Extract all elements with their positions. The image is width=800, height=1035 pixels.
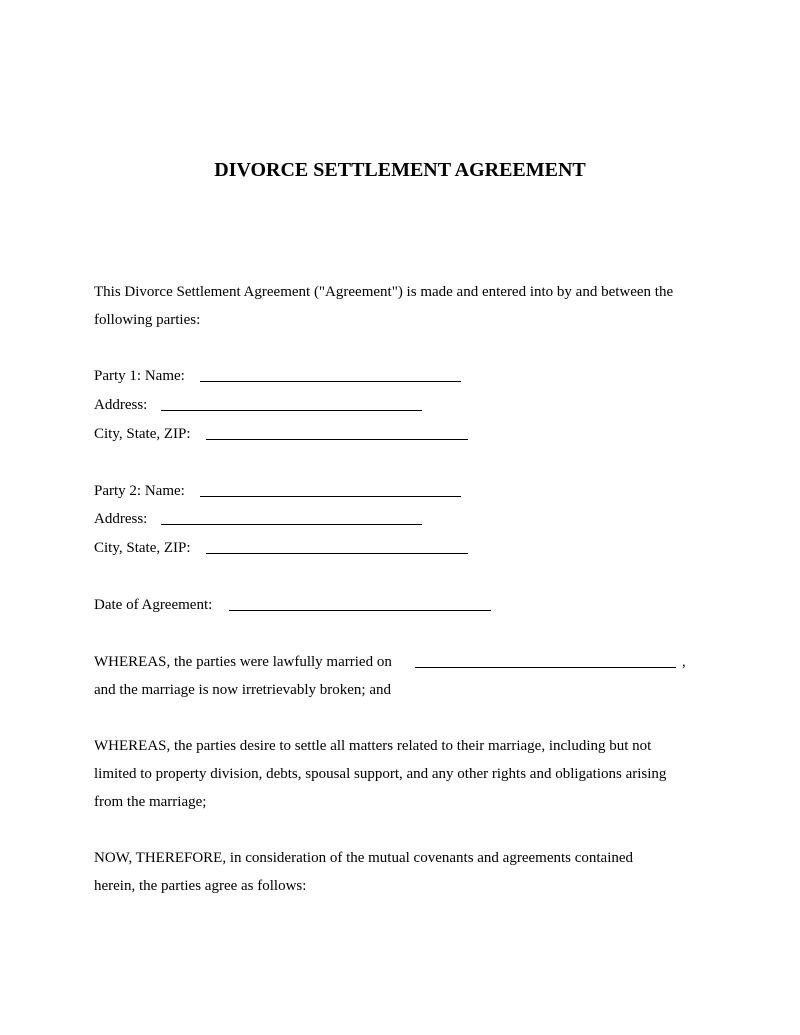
whereas1-comma: , [682, 654, 686, 670]
whereas2-line-2: limited to property division, debts, spousal support, and any other rights and obligations arising [94, 766, 667, 782]
date-field[interactable] [229, 610, 491, 611]
party2-name-label: Party 2: Name: [94, 483, 185, 499]
marriage-date-field[interactable] [415, 667, 676, 668]
whereas1-line-2: and the marriage is now irretrievably broken; and [94, 682, 391, 698]
now-therefore-line-1: NOW, THEREFORE, in consideration of the mutual covenants and agreements contained [94, 850, 634, 866]
whereas2-line-1: WHEREAS, the parties desire to settle all matters related to their marriage, including but not [94, 738, 652, 754]
party2-address-field[interactable] [161, 524, 422, 525]
document-title: DIVORCE SETTLEMENT AGREEMENT [214, 159, 586, 181]
party2-name-field[interactable] [200, 496, 461, 497]
intro-line-1: This Divorce Settlement Agreement ("Agreement") is made and entered into by and between the [94, 284, 674, 300]
party1-address-label: Address: [94, 397, 148, 413]
intro-line-2: following parties: [94, 312, 201, 328]
party1-city-field[interactable] [206, 439, 468, 440]
date-label: Date of Agreement: [94, 597, 213, 613]
party1-city-label: City, State, ZIP: [94, 426, 191, 442]
party2-city-label: City, State, ZIP: [94, 540, 191, 556]
party2-address-label: Address: [94, 511, 148, 527]
party2-city-field[interactable] [206, 553, 468, 554]
party1-name-label: Party 1: Name: [94, 368, 185, 384]
party1-name-field[interactable] [200, 381, 461, 382]
whereas2-line-3: from the marriage; [94, 794, 207, 810]
now-therefore-line-2: herein, the parties agree as follows: [94, 878, 307, 894]
party1-address-field[interactable] [161, 410, 422, 411]
whereas1-line-1: WHEREAS, the parties were lawfully married on [94, 654, 392, 670]
